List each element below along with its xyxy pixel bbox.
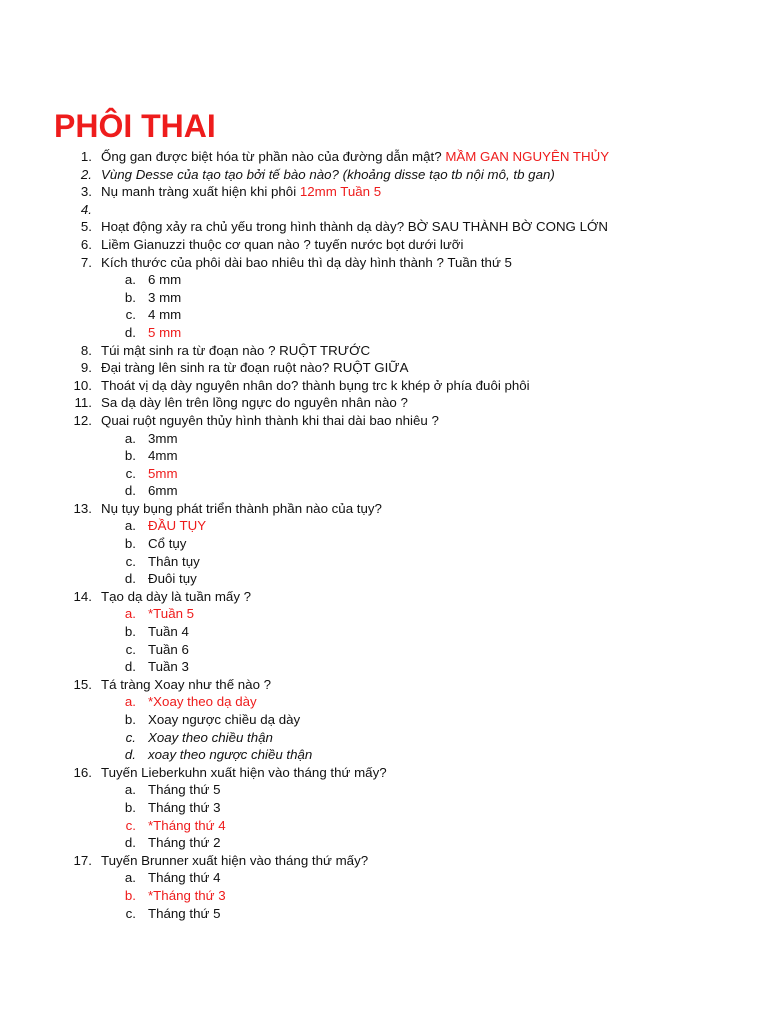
question-1: [0, 148, 768, 166]
option-row: [0, 905, 768, 923]
question-7: [0, 254, 768, 272]
option-label: c.: [125, 729, 136, 745]
option-label: b.: [124, 799, 136, 815]
option-label: c.: [125, 905, 136, 921]
question-9: [0, 359, 768, 377]
question-text: Tuyến Lieberkuhn xuất hiện vào tháng thứ mấy?: [101, 764, 387, 780]
option-row: [0, 430, 768, 448]
question-number: 11.: [74, 395, 92, 411]
question-number: 4.: [80, 201, 92, 217]
option-text: Tháng thứ 4: [148, 870, 221, 886]
option-text: 5mm: [148, 465, 178, 481]
option-label: d.: [124, 835, 136, 851]
answer-text: 12mm Tuần 5: [299, 184, 382, 200]
question-number: 16.: [73, 764, 92, 780]
question-6: [0, 236, 768, 254]
option-text: Cổ tụy: [148, 536, 187, 552]
question-number: 15.: [73, 676, 92, 692]
option-row-answer: [0, 605, 768, 623]
option-row-answer: [0, 887, 768, 905]
option-row: [0, 641, 768, 659]
option-label: c.: [125, 307, 136, 323]
option-row: [0, 869, 768, 887]
option-text: Tháng thứ 2: [148, 835, 221, 851]
option-text: Tháng thứ 5: [148, 905, 221, 921]
option-row: [0, 711, 768, 729]
option-label: a.: [124, 518, 136, 534]
question-text: Sa dạ dày lên trên lồng ngực do nguyên nhân nào ?: [101, 395, 408, 411]
question-13: [0, 500, 768, 518]
option-label: b.: [124, 887, 136, 903]
option-row: [0, 781, 768, 799]
option-row: [0, 570, 768, 588]
option-label: d.: [124, 483, 136, 499]
question-text: Nụ tụy bụng phát triển thành phần nào của tụy?: [101, 500, 382, 516]
option-row: [0, 658, 768, 676]
option-label: c.: [125, 817, 136, 833]
option-row-answer: [0, 693, 768, 711]
option-text: 5 mm: [148, 324, 182, 340]
question-3: [0, 183, 768, 201]
question-number: 1.: [80, 149, 92, 164]
option-row: [0, 746, 768, 764]
option-text: 3mm: [148, 430, 178, 446]
option-text: Tháng thứ 5: [148, 782, 221, 798]
option-row: [0, 271, 768, 289]
option-label: d.: [124, 659, 136, 675]
question-number: 12.: [73, 412, 92, 428]
question-number: 9.: [80, 360, 92, 376]
question-number: 17.: [73, 852, 92, 868]
question-2: [0, 166, 768, 184]
question-text: Vùng Desse của tạo tạo bởi tế bào nào? (khoảng disse tạo tb nội mô, tb gan): [101, 166, 555, 182]
option-row: [0, 482, 768, 500]
option-label: b.: [124, 624, 136, 640]
question-11: [0, 394, 768, 412]
option-label: a.: [124, 870, 136, 886]
answer-text: MẦM GAN NGUYÊN THỦY: [445, 149, 610, 164]
option-text: *Tháng thứ 4: [148, 817, 226, 833]
question-text: Quai ruột nguyên thủy hình thành khi thai dài bao nhiêu ?: [101, 412, 439, 428]
question-8: [0, 342, 768, 360]
document-title: PHÔI THAI: [54, 108, 216, 144]
question-text: Nụ manh tràng xuất hiện khi phôi: [101, 184, 297, 200]
option-text: *Tuần 5: [148, 606, 195, 622]
option-text: Tháng thứ 3: [148, 799, 221, 815]
question-number: 8.: [80, 342, 92, 358]
question-text: Đại tràng lên sinh ra từ đoạn ruột nào? RUỘT GIỮA: [101, 360, 409, 376]
option-text: 3 mm: [148, 289, 182, 305]
option-row: [0, 535, 768, 553]
option-row: [0, 729, 768, 747]
option-text: *Xoay theo dạ dày: [148, 694, 257, 710]
option-label: c.: [125, 553, 136, 569]
option-text: Thân tụy: [148, 553, 200, 569]
question-text: Tuyến Brunner xuất hiện vào tháng thứ mấy?: [101, 852, 369, 868]
option-text: Đuôi tụy: [148, 571, 197, 587]
question-number: 13.: [73, 500, 92, 516]
option-text: xoay theo ngược chiều thận: [148, 747, 313, 763]
question-number: 7.: [80, 254, 92, 270]
option-label: c.: [125, 641, 136, 657]
question-5: [0, 218, 768, 236]
option-text: ĐẦU TỤY: [148, 518, 207, 534]
question-number: 2.: [80, 166, 92, 182]
option-row: [0, 553, 768, 571]
option-label: b.: [124, 289, 136, 305]
question-list: [0, 148, 768, 922]
option-row: [0, 447, 768, 465]
option-text: Xoay theo chiều thận: [148, 729, 273, 745]
option-row: [0, 289, 768, 307]
option-row: [0, 834, 768, 852]
question-12: [0, 412, 768, 430]
question-text: Ống gan được biệt hóa từ phần nào của đường dẫn mật?: [101, 149, 442, 164]
option-row: [0, 623, 768, 641]
option-label: b.: [124, 448, 136, 464]
option-label: d.: [124, 571, 136, 587]
question-10: [0, 377, 768, 395]
question-text: Tạo dạ dày là tuần mấy ?: [101, 588, 252, 604]
question-number: 5.: [80, 219, 92, 235]
question-14: [0, 588, 768, 606]
option-row-answer: [0, 517, 768, 535]
question-15: [0, 676, 768, 694]
question-text: Kích thước của phôi dài bao nhiêu thì dạ dày hình thành ? Tuần thứ 5: [101, 254, 512, 270]
option-text: Tuần 6: [148, 641, 189, 657]
option-label: b.: [124, 712, 136, 727]
question-text: Túi mật sinh ra từ đoạn nào ? RUỘT TRƯỚC: [101, 342, 371, 358]
question-number: 3.: [80, 184, 92, 200]
option-text: Tuần 3: [148, 659, 189, 675]
option-row-answer: [0, 817, 768, 835]
question-text: Liềm Gianuzzi thuộc cơ quan nào ? tuyến nước bọt dưới lưỡi: [101, 236, 464, 252]
option-label: d.: [124, 324, 136, 340]
option-label: a.: [124, 694, 136, 710]
question-number: 10.: [73, 377, 92, 393]
option-label: a.: [124, 782, 136, 798]
question-17: [0, 852, 768, 870]
option-row: [0, 306, 768, 324]
option-text: 4mm: [148, 448, 178, 464]
option-label: b.: [124, 536, 136, 552]
question-4: [0, 201, 768, 219]
question-number: 6.: [80, 236, 92, 252]
option-row-answer: [0, 465, 768, 483]
option-text: 6mm: [148, 483, 178, 499]
option-text: Tuần 4: [148, 624, 189, 640]
question-text: Thoát vị dạ dày nguyên nhân do? thành bụng trc k khép ở phía đuôi phôi: [101, 377, 530, 393]
option-text: 4 mm: [148, 307, 182, 323]
option-label: d.: [124, 747, 136, 763]
option-text: *Tháng thứ 3: [148, 887, 226, 903]
question-text: Tá tràng Xoay như thế nào ?: [101, 676, 272, 692]
option-label: a.: [124, 430, 136, 446]
option-label: a.: [124, 606, 136, 622]
option-row: [0, 799, 768, 817]
option-row-answer: [0, 324, 768, 342]
question-number: 14.: [73, 588, 92, 604]
option-label: c.: [125, 465, 136, 481]
option-text: Xoay ngược chiều dạ dày: [148, 712, 301, 727]
option-label: a.: [124, 272, 136, 288]
question-text: Hoạt động xảy ra chủ yếu trong hình thành dạ dày? BỜ SAU THÀNH BỜ CONG LỚN: [101, 219, 608, 235]
question-16: [0, 764, 768, 782]
option-text: 6 mm: [148, 272, 182, 288]
